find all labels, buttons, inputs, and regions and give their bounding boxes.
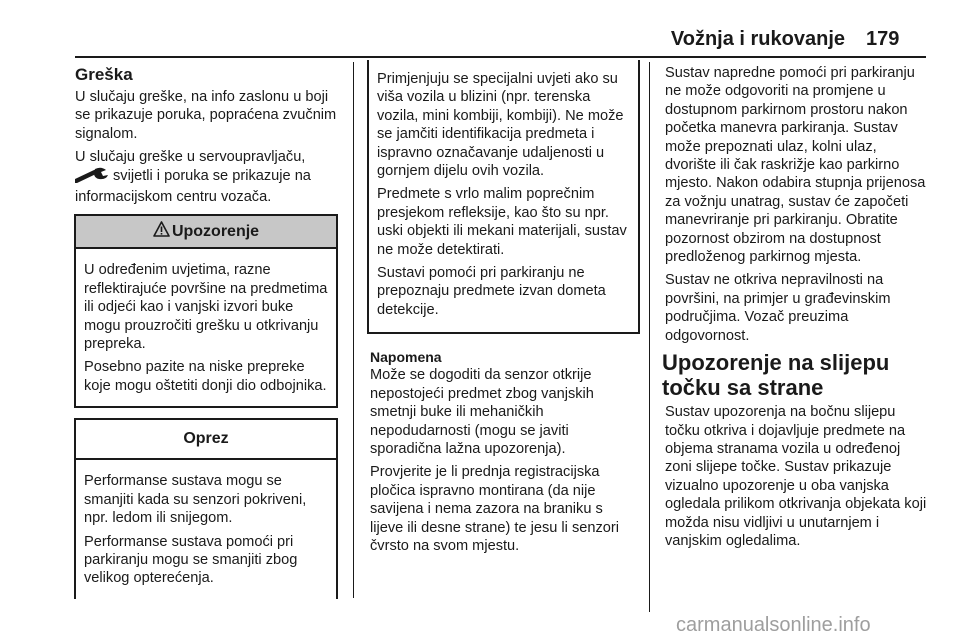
error-paragraph-1: U slučaju greške, na info zaslonu u boji se prikazuje poruka, popraćena zvučnim signalom.	[75, 89, 337, 142]
note-heading: Napomena	[370, 349, 442, 366]
warning-paragraph-1: U određenim uvjetima, razne reflektirajuće površine na predmetima ili odjeći kao i vanjski izvori buke mogu prouzročiti grešku u otkrivanju prepreka.	[84, 262, 328, 353]
section-heading-error: Greška	[75, 65, 133, 84]
continued-paragraph-3: Sustavi pomoći pri parkiranju ne prepoznaju predmete izvan dometa detekcije.	[377, 265, 606, 318]
note-paragraph-2: Provjerite je li prednja registracijska pločica ispravno montirana (da nije savijena i nema zazora na braniku s lijeve ili desne strane) te jesu li senzori čvrsto na svom mjestu.	[370, 464, 620, 554]
column-divider-right	[649, 62, 650, 612]
continued-paragraph-1: Primjenjuju se specijalni uvjeti ako su viša vozila u blizini (npr. terenska vozila, mini kombiji, kombiji). Ne može se jamčiti identifikacija predmeta i ispravno označavanje udaljenosti u gornjem dijelu ovih vozila.	[377, 71, 624, 180]
warning-box-body	[76, 249, 336, 406]
continued-paragraph-2: Predmete s vrlo malim poprečnim presjekom refleksije, kao što su npr. uski objekti ili mekani materijali, sustav ne može detektirati.	[377, 186, 627, 258]
warning-box	[74, 214, 338, 408]
column-3	[662, 64, 927, 555]
parking-paragraph-1: Sustav napredne pomoći pri parkiranju ne može odgovoriti na promjene u dostupnom parkirnom prostoru nakon početka manevra parkiranja. Sustav može prepoznati ulaz, kolni ulaz, dvorište ili čak raskrižje kao parkirno mjesto. Nakon odabira stupnja prijenosa za vožnju unatrag, sustav će započeti manevriranje pri parkiranju. Obratite pozornost obzirom na dostupnost predloženog parkirnog mjesta.	[665, 65, 926, 266]
header-rule	[75, 56, 926, 58]
continued-warning-box	[367, 60, 640, 334]
caution-box-title: Oprez	[183, 430, 229, 448]
caution-paragraph-2: Performanse sustava pomoći pri parkiranju mogu se smanjiti zbog velikog opterećenja.	[84, 533, 298, 587]
warning-box-header	[76, 216, 336, 249]
section-heading-blind-spot: Upozorenje na slijepu točku sa strane	[662, 350, 890, 401]
page-title: Vožnja i rukovanje	[670, 28, 845, 50]
wrench-icon	[75, 167, 109, 188]
column-divider-left	[353, 62, 354, 598]
note-paragraph-1: Može se dogoditi da senzor otkrije nepostojeći predmet zbog vanjskih smetnji buke ili mehaničkih nepodudarnosti (mogu se javiti sporadična lažna upozorenja).	[370, 367, 594, 457]
caution-box-body	[76, 460, 336, 598]
column-2	[370, 60, 636, 560]
error-paragraph-2	[75, 148, 337, 206]
warning-box-title: Upozorenje	[171, 222, 260, 240]
caution-box	[74, 418, 338, 598]
page-header	[0, 0, 960, 56]
error-paragraph-2-end: svijetli i poruka se prikazuje na informacijskom centru vozača.	[75, 167, 311, 206]
parking-paragraph-2: Sustav ne otkriva nepravilnosti na površini, na primjer u građevinskim područjima. Vozač preuzima odgovornost.	[665, 272, 891, 344]
column-1	[75, 64, 337, 599]
warning-paragraph-2: Posebno pazite na niske prepreke koje mogu oštetiti donji dio odbojnika.	[84, 359, 327, 394]
warning-triangle-icon	[153, 221, 170, 242]
continued-warning-body	[369, 60, 638, 332]
blind-spot-paragraph: Sustav upozorenja na bočnu slijepu točku otkriva i dojavljuje predmete na objema stranama vozila u određenoj zoni slijepe točke. Sustav prikazuje vizualno upozorenje u oba vanjska ogledala prilikom otkrivanja objekata koji možda nisu vidljivi u unutarnjem i vanjskim ogledalima.	[665, 404, 927, 549]
watermark: carmanualsonline.info	[676, 614, 871, 636]
caution-box-header	[76, 420, 336, 460]
error-paragraph-2-start: U slučaju greške u servoupravljaču,	[75, 149, 306, 166]
caution-paragraph-1: Performanse sustava mogu se smanjiti kada su senzori pokriveni, npr. ledom ili snijegom.	[84, 473, 307, 527]
page-number: 179	[866, 28, 900, 50]
